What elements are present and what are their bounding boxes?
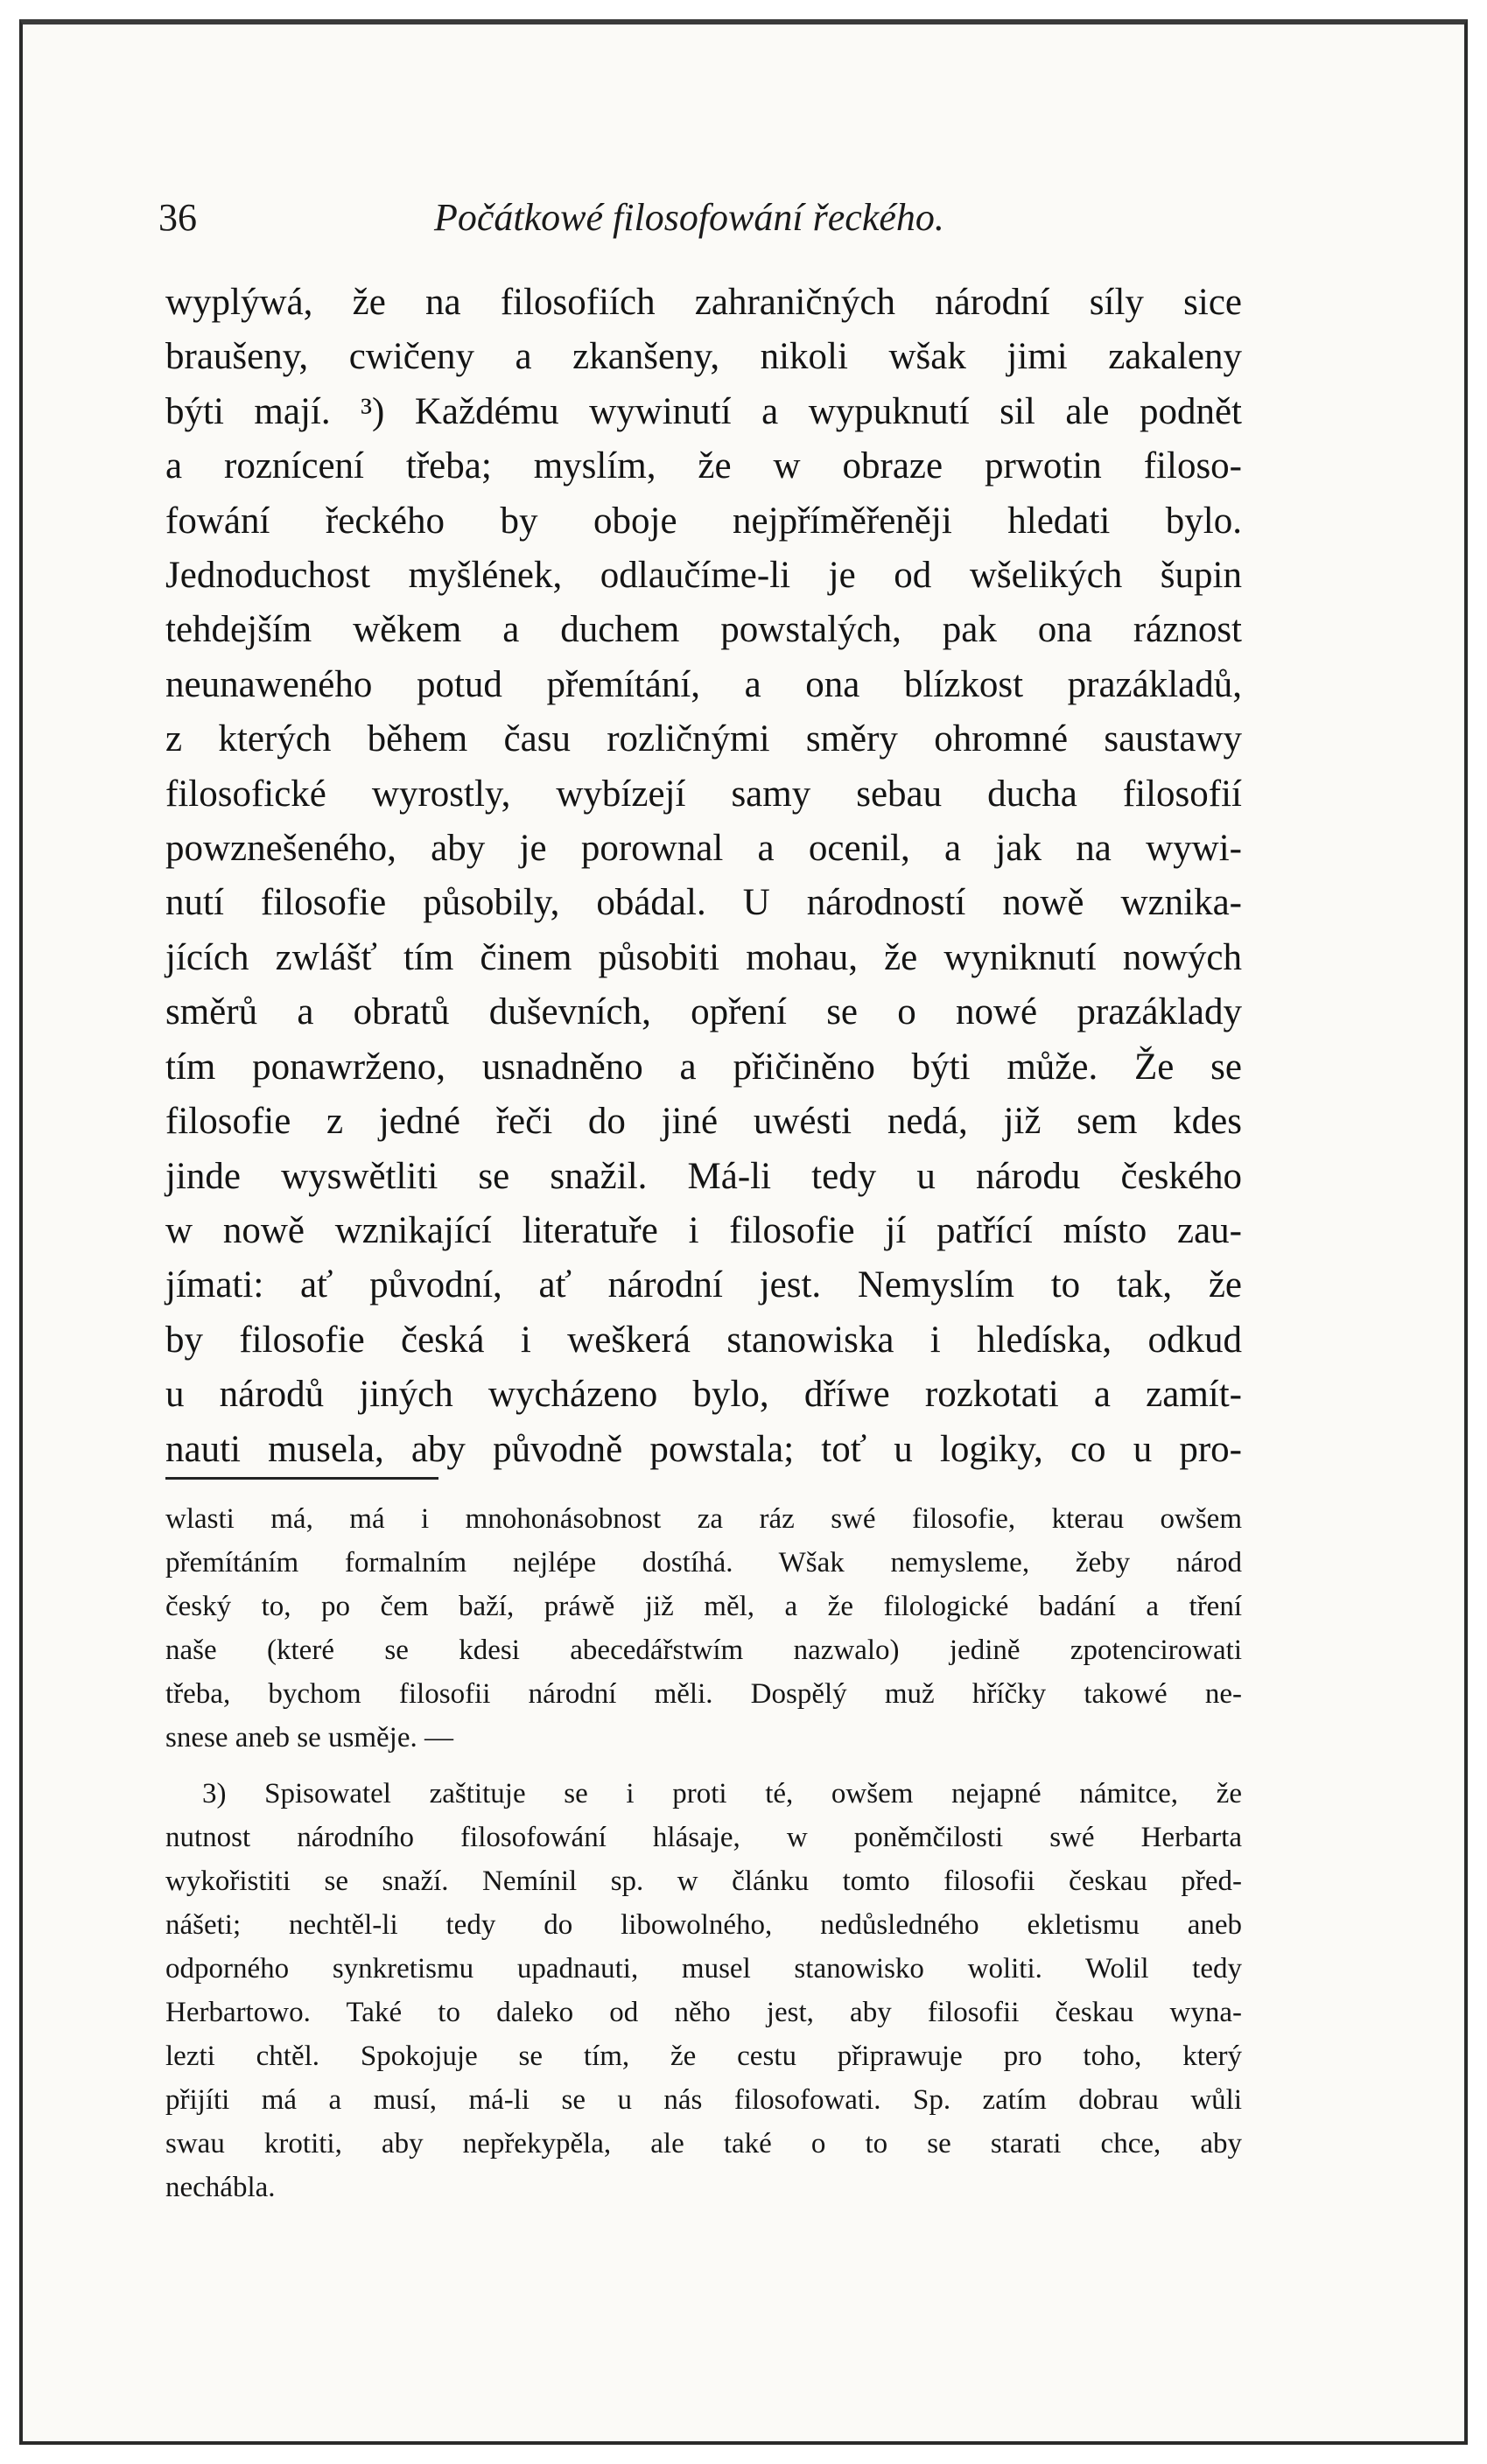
footnote-line: odporného synkretismu upadnauti, musel stanowisko woliti. Wolil tedy xyxy=(165,1953,1242,1984)
text-line: jících zwlášť tím činem působiti mohau, že wyniknutí nowých xyxy=(165,936,1242,978)
running-title: Počátkowé filosofowání řeckého. xyxy=(434,196,944,239)
footnote-line: snese aneb se usměje. — xyxy=(165,1722,453,1754)
footnote-line: nutnost národního filosofowání hlásaje, w poněmčilosti swé Herbarta xyxy=(165,1822,1242,1853)
text-line: by filosofie česká i weškerá stanowiska i hledíska, odkud xyxy=(165,1319,1242,1361)
footnote-line: 3) Spisowatel zaštituje se i proti té, owšem nejapné námitce, že xyxy=(202,1778,1242,1810)
text-line: tehdejším wěkem a duchem powstalých, pak ona ráznost xyxy=(165,609,1242,651)
text-line: fowání řeckého by oboje nejpříměřeněji hledati bylo. xyxy=(165,500,1242,542)
footnote-line: wykořistiti se snaží. Nemínil sp. w článku tomto filosofii českau před- xyxy=(165,1866,1242,1897)
text-line: powznešeného, aby je porownal a ocenil, a jak na wywi- xyxy=(165,828,1242,870)
text-line: neunaweného potud přemítání, a ona blízkost prazákladů, xyxy=(165,663,1242,705)
footnote-line: nechábla. xyxy=(165,2172,276,2203)
text-line: z kterých během času rozličnými směry ohromné saustawy xyxy=(165,718,1242,760)
footnote-line: třeba, bychom filosofii národní měli. Dospělý muž hříčky takowé ne- xyxy=(165,1678,1242,1710)
text-line: býti mají. ³) Každému wywinutí a wypuknutí sil ale podnět xyxy=(165,390,1242,432)
footnote-line: nášeti; nechtěl-li tedy do libowolného, nedůsledného ekletismu aneb xyxy=(165,1909,1242,1941)
footnote-line: přijíti má a musí, má-li se u nás filosofowati. Sp. zatím dobrau wůli xyxy=(165,2084,1242,2116)
text-line: a roznícení třeba; myslím, že w obraze prwotin filoso- xyxy=(165,445,1242,487)
text-line: wyplýwá, že na filosofiích zahraničných národní síly sice xyxy=(165,282,1242,323)
footnote-continued xyxy=(165,1497,1242,1760)
text-line: směrů a obratů duševních, opření se o nowé prazáklady xyxy=(165,991,1242,1033)
text-line: w nowě wznikající literatuře i filosofie jí patřící místo zau- xyxy=(165,1209,1242,1251)
text-line: braušeny, cwičeny a zkanšeny, nikoli wšak jimi zakaleny xyxy=(165,336,1242,378)
text-line: filosofie z jedné řeči do jiné uwésti nedá, již sem kdes xyxy=(165,1101,1242,1143)
footnote-line: lezti chtěl. Spokojuje se tím, že cestu připrawuje pro toho, který xyxy=(165,2040,1242,2072)
footnote-line: Herbartowo. Také to daleko od něho jest, aby filosofii českau wyna- xyxy=(165,1997,1242,2028)
main-text xyxy=(165,276,1242,1477)
footnote-line: český to, po čem baží, práwě již měl, a že filologické badání a tření xyxy=(165,1591,1242,1622)
footnote-3 xyxy=(165,1772,1242,2209)
footnote-line: wlasti má, má i mnohonásobnost za ráz swé filosofie, kterau owšem xyxy=(165,1503,1242,1535)
text-line: Jednoduchost myšlének, odlaučíme-li je od wšelikých šupin xyxy=(165,555,1242,597)
page-header xyxy=(23,195,1464,248)
footnote-line: naše (které se kdesi abecedářstwím nazwalo) jedině zpotencirowati xyxy=(165,1634,1242,1666)
footnote-divider xyxy=(165,1477,438,1480)
footnote-line: swau krotiti, aby nepřekypěla, ale také o to se starati chce, aby xyxy=(165,2128,1242,2160)
footnote-line: přemítáním formalním nejlépe dostíhá. Wšak nemysleme, žeby národ xyxy=(165,1547,1242,1578)
text-line: nauti musela, aby původně powstala; toť u logiky, co u pro- xyxy=(165,1428,1242,1470)
text-line: jímati: ať původní, ať národní jest. Nemyslím to tak, že xyxy=(165,1264,1242,1306)
text-line: nutí filosofie působily, obádal. U národností nowě wznika- xyxy=(165,882,1242,924)
text-line: tím ponawrženo, usnadněno a přičiněno býti může. Že se xyxy=(165,1046,1242,1088)
book-page xyxy=(19,19,1468,2445)
page-number: 36 xyxy=(158,196,197,239)
text-line: jinde wyswětliti se snažil. Má-li tedy u národu českého xyxy=(165,1155,1242,1197)
text-line: filosofické wyrostly, wybízejí samy sebau ducha filosofií xyxy=(165,773,1242,815)
text-line: u národů jiných wycházeno bylo, dříwe rozkotati a zamít- xyxy=(165,1374,1242,1416)
